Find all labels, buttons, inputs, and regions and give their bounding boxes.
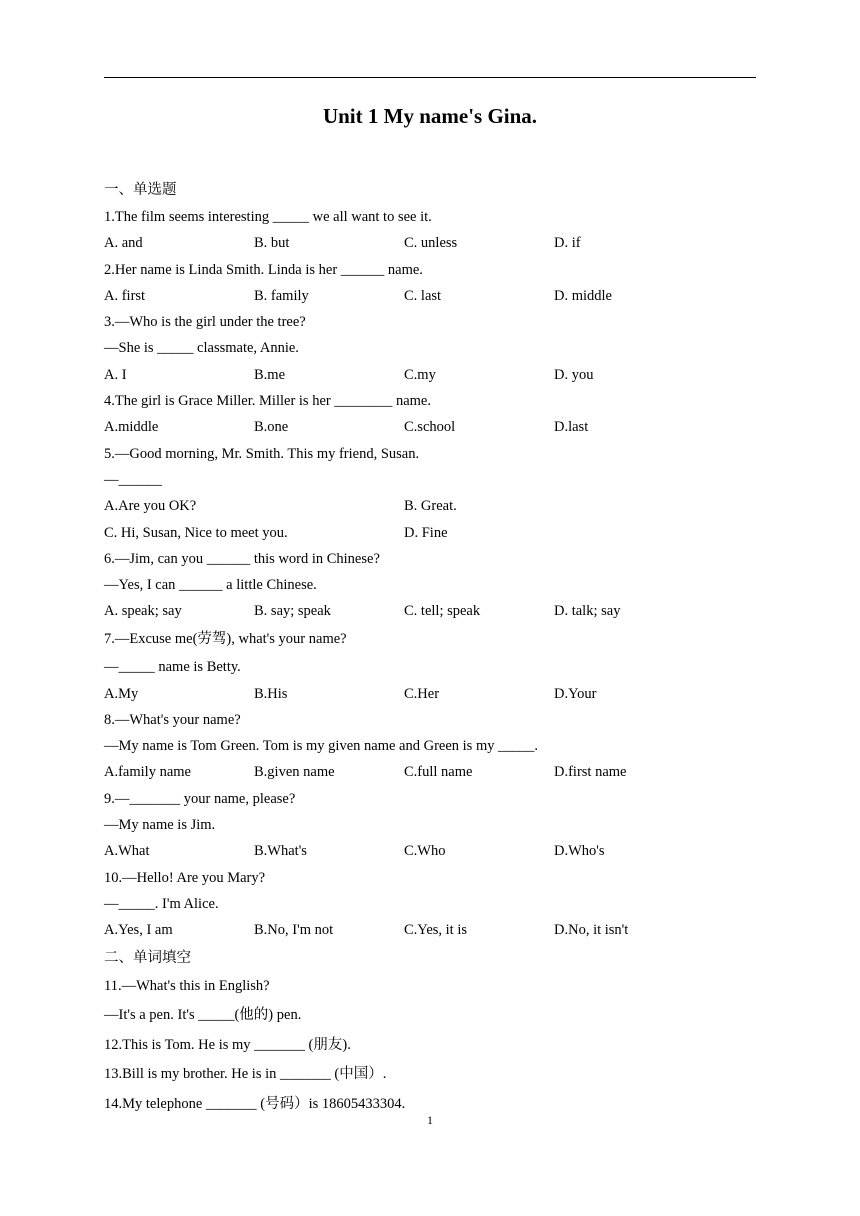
question-options (104, 598, 756, 624)
question-stem-reply: —Yes, I can ______ a little Chinese. (104, 577, 317, 594)
option: C.Who (404, 843, 446, 860)
option: A.My (104, 685, 139, 702)
question-stem-reply: —My name is Jim. (104, 817, 216, 834)
option: B. Great. (404, 498, 457, 515)
option: D.Your (554, 685, 597, 702)
option: C. Hi, Susan, Nice to meet you. (104, 524, 288, 541)
option: B.No, I'm not (254, 922, 334, 939)
question-stem-reply: —My name is Tom Green. Tom is my given name and Green is my _____. (104, 738, 538, 755)
option: A. speak; say (104, 603, 182, 620)
option: D. you (554, 366, 594, 383)
question-stem: 7.—Excuse me(劳驾), what's your name? (104, 630, 347, 647)
option: C. last (404, 287, 442, 304)
header-rule (104, 77, 756, 78)
option: C. tell; speak (404, 603, 481, 620)
question-options (104, 414, 756, 440)
option: B. family (254, 287, 309, 304)
option: B. say; speak (254, 603, 331, 620)
question-options (104, 283, 756, 309)
question-options (104, 520, 756, 546)
section-heading: 一、单选题 (104, 182, 177, 198)
option: B.one (254, 419, 289, 436)
question-options (104, 493, 756, 519)
option: A. first (104, 287, 146, 304)
question-stem: 12.This is Tom. He is my _______ (朋友). (104, 1036, 351, 1053)
question-stem: 3.—Who is the girl under the tree? (104, 314, 306, 331)
option: A.What (104, 843, 150, 860)
question-options (104, 681, 756, 707)
option: C.Her (404, 685, 440, 702)
question-stem: 4.The girl is Grace Miller. Miller is her ________ name. (104, 393, 431, 410)
page-title: Unit 1 My name's Gina. (322, 104, 538, 128)
option: B. but (254, 235, 290, 252)
question-stem: 13.Bill is my brother. He is in _______ (中国）. (104, 1066, 387, 1083)
question-stem: 2.Her name is Linda Smith. Linda is her ______ name. (104, 261, 423, 278)
option: D. talk; say (554, 603, 621, 620)
option: A. and (104, 235, 143, 252)
option: B.What's (254, 843, 307, 860)
option: A.middle (104, 419, 159, 436)
option: D.No, it isn't (554, 922, 629, 939)
question-options (104, 362, 756, 388)
option: A.Yes, I am (104, 922, 173, 939)
option: B.given name (254, 764, 335, 781)
option: B.His (254, 685, 288, 702)
option: C.school (404, 419, 456, 436)
question-stem: 14.My telephone _______ (号码）is 18605433304. (104, 1095, 406, 1112)
option: D.Who's (554, 843, 605, 860)
question-stem-reply: —_____ name is Betty. (104, 659, 241, 676)
question-options (104, 759, 756, 785)
option: D. middle (554, 287, 612, 304)
option: D. if (554, 235, 581, 252)
question-options (104, 230, 756, 256)
option: B.me (254, 366, 286, 383)
option: A. I (104, 366, 127, 383)
question-stem: 6.—Jim, can you ______ this word in Chinese? (104, 550, 380, 567)
worksheet-content (104, 176, 756, 1119)
question-stem: 5.—Good morning, Mr. Smith. This my friend, Susan. (104, 445, 420, 462)
question-stem: 10.—Hello! Are you Mary? (104, 869, 266, 886)
question-options (104, 917, 756, 943)
question-stem-reply: —_____. I'm Alice. (104, 895, 219, 912)
option: D. Fine (404, 524, 448, 541)
question-stem: 9.—_______ your name, please? (104, 790, 296, 807)
question-stem: 11.—What's this in English? (104, 977, 270, 994)
page-number: 1 (427, 1113, 433, 1127)
option: A.family name (104, 764, 191, 781)
question-stem: 1.The film seems interesting _____ we all want to see it. (104, 209, 432, 225)
question-stem: 8.—What's your name? (104, 711, 241, 728)
option: C.my (404, 366, 436, 383)
question-stem-reply: —______ (104, 471, 162, 488)
option: C.Yes, it is (404, 922, 467, 939)
option: D.first name (554, 764, 627, 781)
option: A.Are you OK? (104, 498, 197, 515)
question-options (104, 838, 756, 864)
question-stem-reply: —It's a pen. It's _____(他的) pen. (104, 1007, 302, 1024)
option: C.full name (404, 764, 473, 781)
option: D.last (554, 419, 589, 436)
section-heading: 二、单词填空 (104, 949, 191, 966)
option: C. unless (404, 235, 458, 252)
question-stem-reply: —She is _____ classmate, Annie. (104, 340, 299, 357)
